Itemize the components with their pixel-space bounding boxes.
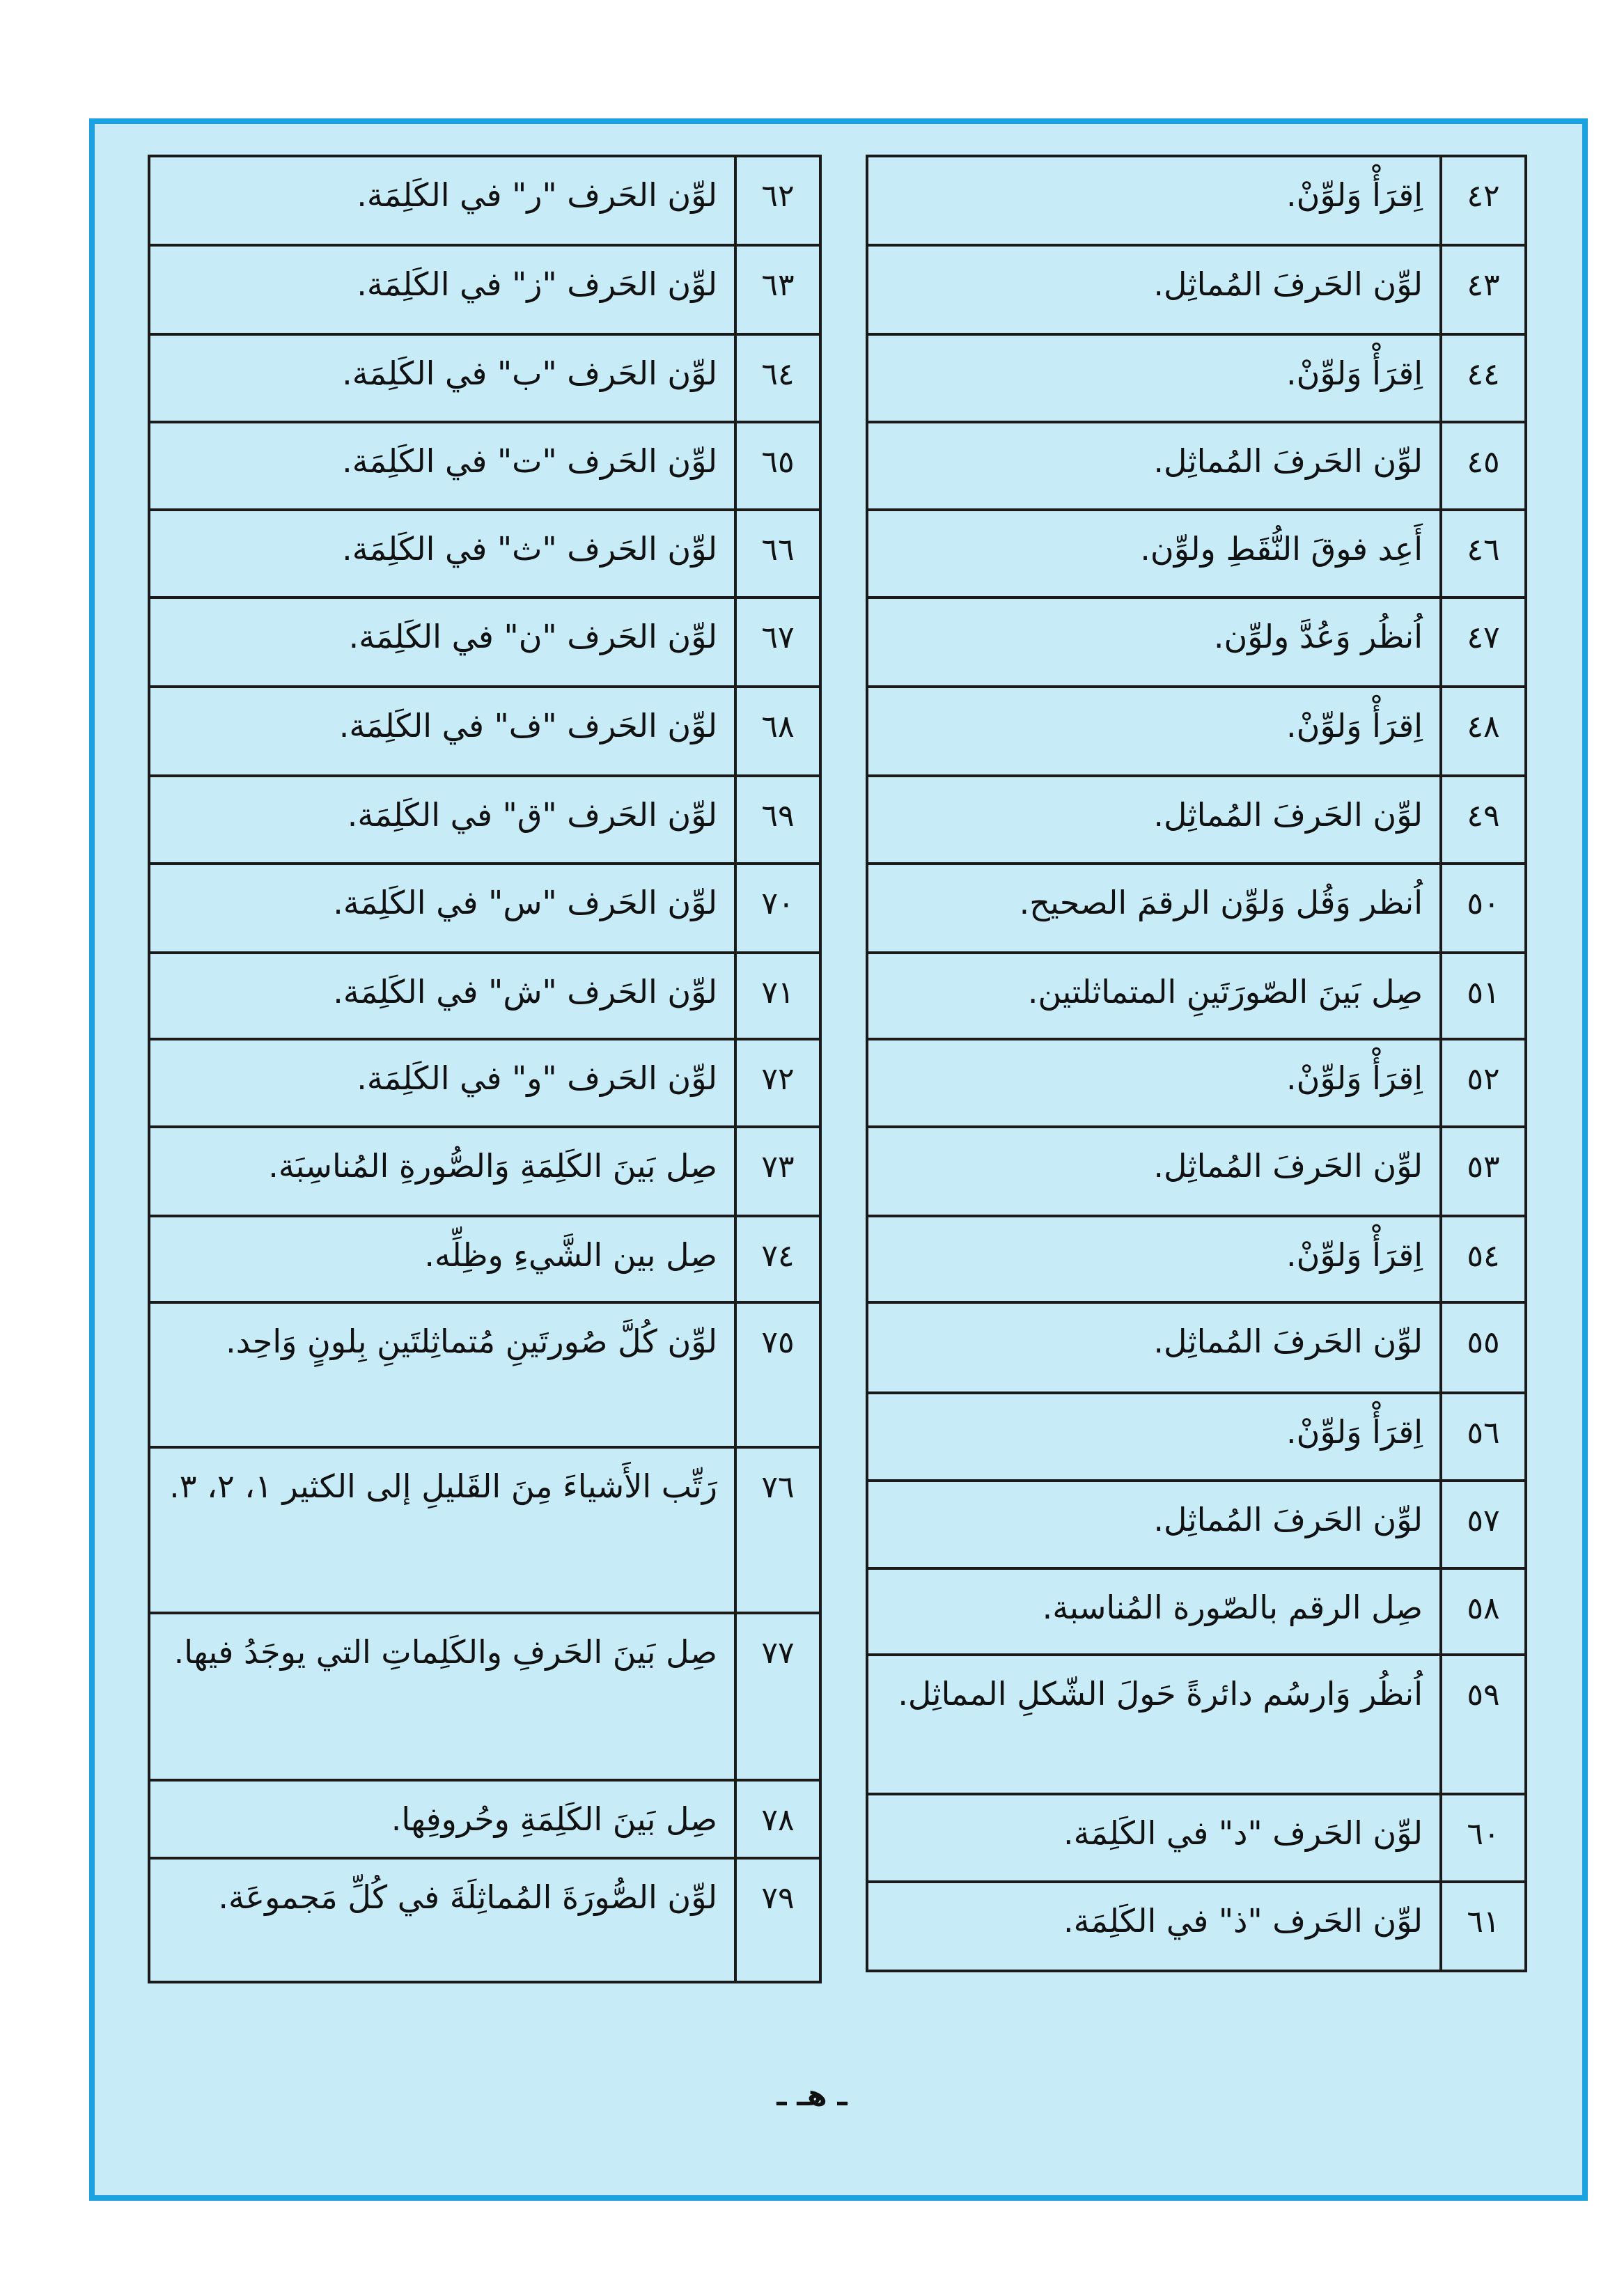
page-number-cell: ٤٨ — [1441, 687, 1526, 776]
lesson-title[interactable]: اُنظُر وَعُدَّ ولوِّن. — [867, 598, 1441, 687]
page-number-cell: ٦١ — [1441, 1882, 1526, 1971]
lesson-title[interactable]: صِل بَينَ الصّورَتَينِ المتماثلتين. — [867, 953, 1441, 1039]
lesson-title[interactable]: لوِّن الصُّورَةَ المُماثِلَةَ في كُلِّ مَجموعَة. — [149, 1858, 735, 1982]
page-number-cell: ٦٨ — [735, 687, 820, 776]
page-number-cell: ٥٩ — [1441, 1655, 1526, 1794]
page-number-cell: ٧٥ — [735, 1302, 820, 1447]
lesson-title[interactable]: اُنظُر وَارسُم دائرةً حَولَ الشّكلِ المماثِل. — [867, 1655, 1441, 1794]
page-number-cell: ٦٤ — [735, 334, 820, 422]
lesson-title[interactable]: أَعِد فوقَ النُّقَطِ ولوِّن. — [867, 510, 1441, 598]
lesson-title[interactable]: اِقرَأْ وَلوِّنْ. — [867, 1039, 1441, 1127]
page-number-cell: ٤٥ — [1441, 422, 1526, 510]
page-number-cell: ٤٩ — [1441, 776, 1526, 864]
lesson-title[interactable]: اِقرَأْ وَلوِّنْ. — [867, 1393, 1441, 1481]
lesson-title[interactable]: اِقرَأْ وَلوِّنْ. — [867, 1216, 1441, 1302]
lesson-title[interactable]: اِقرَأْ وَلوِّنْ. — [867, 156, 1441, 245]
page-number-cell: ٥٦ — [1441, 1393, 1526, 1481]
page-number-cell: ٧٩ — [735, 1858, 820, 1982]
lesson-title[interactable]: لوِّن الحَرفَ المُماثِل. — [867, 245, 1441, 334]
lesson-title[interactable]: صِل الرقم بالصّورة المُناسبة. — [867, 1568, 1441, 1655]
page-number-cell: ٥٧ — [1441, 1481, 1526, 1568]
page-number-cell: ٥٤ — [1441, 1216, 1526, 1302]
page-number-cell: ٦٣ — [735, 245, 820, 334]
page-number-cell: ٧٣ — [735, 1127, 820, 1216]
page-number-cell: ٧٠ — [735, 864, 820, 953]
page-number-cell: ٤٦ — [1441, 510, 1526, 598]
page-number-cell: ٦٠ — [1441, 1794, 1526, 1882]
page-number-cell: ٥٣ — [1441, 1127, 1526, 1216]
page-number-cell: ٦٩ — [735, 776, 820, 864]
page-number-cell: ٥١ — [1441, 953, 1526, 1039]
page-number-cell: ٥٠ — [1441, 864, 1526, 953]
lesson-title[interactable]: صِل بين الشَّيءِ وظِلِّه. — [149, 1216, 735, 1302]
page-number-cell: ٧٢ — [735, 1039, 820, 1127]
page-number-cell: ٦٦ — [735, 510, 820, 598]
lesson-title[interactable]: لوِّن الحَرفَ المُماثِل. — [867, 1127, 1441, 1216]
lesson-title[interactable]: لوِّن الحَرف "ب" في الكَلِمَة. — [149, 334, 735, 422]
page-number-cell: ٧٨ — [735, 1780, 820, 1858]
lesson-title[interactable]: لوِّن الحَرف "ث" في الكَلِمَة. — [149, 510, 735, 598]
lesson-title[interactable]: صِل بَينَ الحَرفِ والكَلِماتِ التي يوجَدُ فيها. — [149, 1613, 735, 1780]
page-number-cell: ٤٧ — [1441, 598, 1526, 687]
contents-table-right — [866, 155, 1527, 1972]
contents-table-left — [148, 155, 822, 1983]
page-number-cell: ٤٤ — [1441, 334, 1526, 422]
page-number-cell: ٥٥ — [1441, 1302, 1526, 1393]
lesson-title[interactable]: لوِّن الحَرفَ المُماثِل. — [867, 422, 1441, 510]
lesson-title[interactable]: لوِّن الحَرف "ش" في الكَلِمَة. — [149, 953, 735, 1039]
lesson-title[interactable]: اِقرَأْ وَلوِّنْ. — [867, 334, 1441, 422]
page-number-cell: ٦٥ — [735, 422, 820, 510]
lesson-title[interactable]: لوِّن الحَرف "د" في الكَلِمَة. — [867, 1794, 1441, 1882]
page-number-cell: ٦٧ — [735, 598, 820, 687]
lesson-title[interactable]: لوِّن الحَرفَ المُماثِل. — [867, 776, 1441, 864]
page-number-cell: ٥٢ — [1441, 1039, 1526, 1127]
lesson-title[interactable]: رَتِّب الأَشياءَ مِنَ القَليلِ إلى الكثير ١، ٢، ٣. — [149, 1447, 735, 1613]
lesson-title[interactable]: لوِّن الحَرف "ذ" في الكَلِمَة. — [867, 1882, 1441, 1971]
lesson-title[interactable]: صِل بَينَ الكَلِمَةِ وَالصُّورةِ المُناسِبَة. — [149, 1127, 735, 1216]
lesson-title[interactable]: لوِّن الحَرف "س" في الكَلِمَة. — [149, 864, 735, 953]
lesson-title[interactable]: لوِّن الحَرف "ز" في الكَلِمَة. — [149, 245, 735, 334]
lesson-title[interactable]: لوِّن الحَرف "ن" في الكَلِمَة. — [149, 598, 735, 687]
page-number-cell: ٥٨ — [1441, 1568, 1526, 1655]
lesson-title[interactable]: لوِّن الحَرف "ف" في الكَلِمَة. — [149, 687, 735, 776]
page-number-cell: ٧٧ — [735, 1613, 820, 1780]
page-number-cell: ٧١ — [735, 953, 820, 1039]
page-number-cell: ٤٢ — [1441, 156, 1526, 245]
lesson-title[interactable]: اُنظر وَقُل وَلوِّن الرقمَ الصحيح. — [867, 864, 1441, 953]
lesson-title[interactable]: لوِّن الحَرف "ق" في الكَلِمَة. — [149, 776, 735, 864]
page-number-cell: ٧٤ — [735, 1216, 820, 1302]
lesson-title[interactable]: لوِّن كُلَّ صُورتَينِ مُتماثِلتَينِ بِلونٍ وَاحِد. — [149, 1302, 735, 1447]
lesson-title[interactable]: لوِّن الحَرفَ المُماثِل. — [867, 1481, 1441, 1568]
page-number-cell: ٧٦ — [735, 1447, 820, 1613]
lesson-title[interactable]: لوِّن الحَرف "ت" في الكَلِمَة. — [149, 422, 735, 510]
lesson-title[interactable]: لوِّن الحَرف "ر" في الكَلِمَة. — [149, 156, 735, 245]
lesson-title[interactable]: لوِّن الحَرفَ المُماثِل. — [867, 1302, 1441, 1393]
lesson-title[interactable]: لوِّن الحَرف "و" في الكَلِمَة. — [149, 1039, 735, 1127]
page-number: ـ هـ ـ — [776, 2078, 848, 2112]
page-number-cell: ٦٢ — [735, 156, 820, 245]
lesson-title[interactable]: صِل بَينَ الكَلِمَةِ وحُروفِها. — [149, 1780, 735, 1858]
lesson-title[interactable]: اِقرَأْ وَلوِّنْ. — [867, 687, 1441, 776]
page-number-cell: ٤٣ — [1441, 245, 1526, 334]
